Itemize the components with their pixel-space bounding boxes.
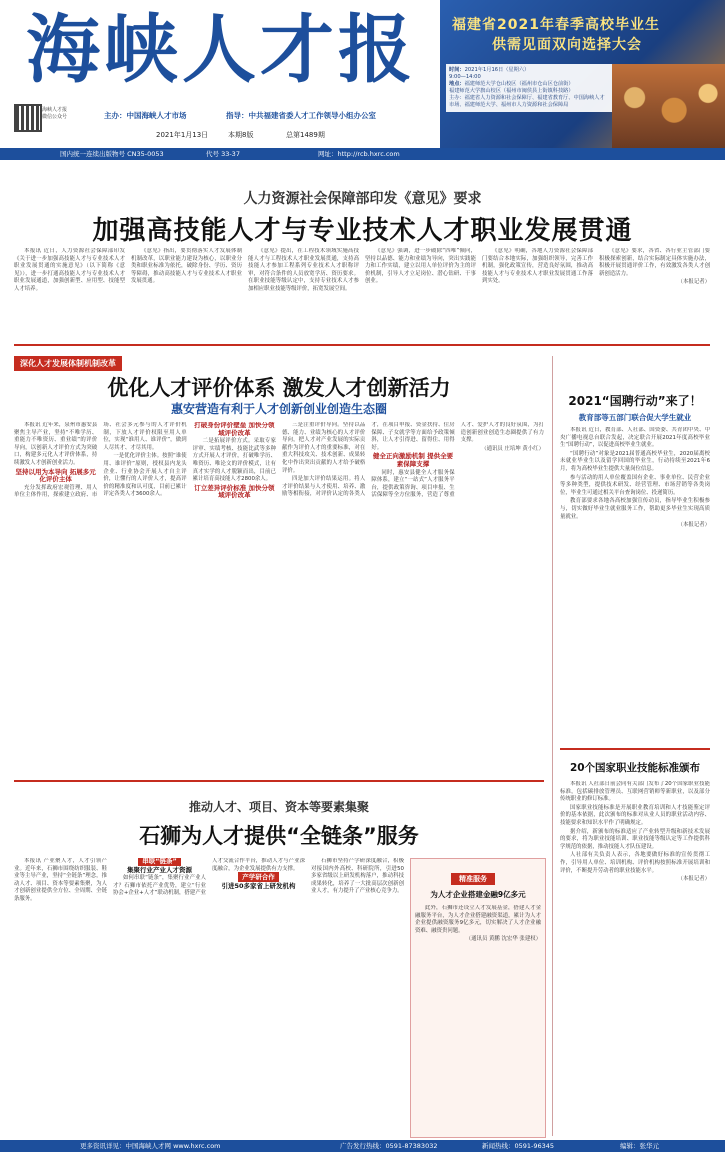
right-news-paragraph: 本报讯 近日，教育部、人社部、国资委、共青团中央、中央广播电视总台联合发起，决定联合开展2021年度高校毕业生“国聘行动”，以促进高校毕业生就业。 bbox=[560, 427, 710, 449]
feature2-paragraph: 本报讯 产业聚人才，人才引领产业。近年来，石狮市围绕纺织服装、鞋业等主导产业，坚持“全链条”理念，推动人才、项目、资本等要素集聚，为人才创新创业提供全方位、全周期、全链条服务。 bbox=[14, 858, 107, 902]
info-bar-url[interactable]: 网址：http://rcb.hxrc.com bbox=[318, 150, 400, 158]
top-article-kicker: 人力资源社会保障部印发《意见》要求 bbox=[243, 191, 482, 207]
feature1-subtitle: 订立差异评价标准 加快分领域评价改革 bbox=[194, 483, 275, 500]
feature1-tag: 深化人才发展体制机制改革 bbox=[14, 356, 122, 371]
feature1-paragraph: 四是加大评价结果运用。将人才评价结果与人才使用、培养、激励等相衔接，对评价认定的各类人才，在项目申报、资金扶持、住房保障、子女就学等方面给予政策倾斜，让人才引得进、留得住、用得好。 bbox=[281, 422, 455, 498]
masthead-title: 海峡人才报 bbox=[26, 7, 416, 93]
guide-text: 指导：中共福建省委人才工作领导小组办公室 bbox=[226, 111, 376, 120]
feature1-paragraph: 充分发挥政府宏观管理、用人单位主体作用，探索建立政府、市场、社会多元参与的人才评价机制，下放人才评价权限至用人单位，实现“谁用人、谁评价”，做到人尽其才、才尽其用。 bbox=[14, 422, 187, 499]
feature2-side-tag: 精准服务 bbox=[451, 873, 495, 885]
info-bar-issn: 国内统一连续出版物号 CN35-0053 bbox=[60, 150, 164, 158]
footer-news-hotline: 新闻热线：0591-96345 bbox=[482, 1142, 555, 1150]
feature2-sidebar bbox=[410, 858, 546, 1138]
right-news-paragraph: 参与活动的用人单位覆盖国有企业、事业单位、民营企业等多种类型，提供技术研发、经营管理、市场营销等各类岗位，毕业生可通过相关平台查询岗位、投递简历。 bbox=[560, 474, 710, 496]
feature1-body bbox=[14, 422, 544, 774]
right-news-subtitle: 教育部等五部门联合促大学生就业 bbox=[578, 413, 692, 422]
top-paragraph: 《意见》强调，进一步破除“四唯”倾向，坚持以品德、能力和业绩为导向，突出实践能力和工作实绩，建立以用人单位评价为主的评价机制，引导人才立足岗位、潜心钻研、干事创业。 bbox=[365, 248, 476, 285]
right-news-byline: （本报记者） bbox=[677, 876, 710, 883]
qr-caption: 海峡人才报 微信公众号 bbox=[42, 107, 68, 120]
section-divider bbox=[14, 344, 710, 346]
top-paragraph: 本报讯 近日，人力资源社会保障部印发《关于进一步加强高技能人才与专业技术人才职业发展贯通的实施意见》（以下简称《意见》），进一步打通高技能人才与专业技术人才职业发展通道，加强创新型、应用型、技能型人才培养。 bbox=[14, 248, 125, 292]
feature2-tag-1 bbox=[113, 858, 206, 866]
right-news-paragraph: 本报讯 人社部日前会同有关部门发布了20个国家职业技能标准，包括碳排放管理员、互联网营销师等新职业，以及部分传统职业的修订标准。 bbox=[560, 781, 710, 803]
feature2-paragraph: 此外，石狮市还设立人才发展基金，搭建人才金融服务平台，为人才企业搭建融资渠道，累计为人才企业提供融资服务9亿多元，切实解决了人才企业融资难、融资贵问题。 bbox=[415, 905, 541, 934]
top-paragraph: 《意见》明确，各地人力资源社会保障部门要结合本地实际，加强组织领导，完善工作机制，强化政策宣传，营造良好氛围，推动高技能人才与专业技术人才职业发展贯通工作落到实处。 bbox=[482, 248, 593, 285]
feature2-paragraph: 如何串联“链条”，集聚行业产业人才？石狮市依托产业优势，建立“行业协会+企业+人才”联动机制，搭建产业人才交流合作平台，推动人才与产业深度融合，为企业发展提供有力支撑。 bbox=[113, 858, 305, 897]
right-news-paragraph: 国家职业技能标准是开展职业教育培训和人才技能鉴定评价的基本依据，此次颁布的标准对从业人员的职业活动内容、技能要求和知识水平作了明确规定。 bbox=[560, 804, 710, 826]
feature2-subtitle: 集聚行业产业人才资源 bbox=[127, 865, 192, 874]
date-text: 2021年1月13日 bbox=[156, 131, 209, 139]
footer-website[interactable]: 更多资讯详见：中国海峡人才网 www.hxrc.com bbox=[80, 1142, 221, 1150]
right-news-title: 20个国家职业技能标准颁布 bbox=[569, 762, 701, 774]
feature1-subtitle: 坚持以用为本导向 拓展多元化评价主体 bbox=[15, 467, 96, 484]
feature2-paragraph: 石狮市坚持产学研深度融合，积极对接国内外高校、科研院所，引进50多家省级以上研发机构落户，推动科技成果转化，培养了一大批高层次创新创业人才，有力提升了产业核心竞争力。 bbox=[311, 858, 404, 895]
info-bar-code: 代号 33-37 bbox=[206, 150, 240, 158]
feature1-paragraph: 一是优化评价主体。按照“谁使用、谁评价”原则，授权县内龙头企业、行业协会开展人才自主评价，让懂行的人评价人才，提高评价的精准度和认可度，目前已累计评定各类人才3600余人。 bbox=[103, 453, 187, 498]
feature2-kicker: 推动人才、项目、资本等要素集聚 bbox=[188, 800, 369, 814]
masthead bbox=[0, 0, 725, 158]
feature2-body bbox=[14, 858, 404, 1136]
promo-title-1: 福建省2021年春季高校毕业生 bbox=[452, 17, 660, 33]
right-news-body bbox=[560, 427, 710, 717]
feature1-paragraph: 本报讯 近年来，泉州市惠安县聚焦主导产业，坚持“不唯学历、重能力不唯资历、重业绩”的评价导向，以创新人才评价方式为突破口，构建多元化人才评价体系，持续激发人才创新创业活力。 bbox=[14, 422, 98, 466]
total-issue-text: 总第1489期 bbox=[286, 131, 325, 139]
info-bar bbox=[0, 148, 725, 160]
feature2-byline: （通讯员 黄鹏 沈宏华 张建权） bbox=[465, 936, 541, 943]
promo-title-2: 供需见面双向选择大会 bbox=[492, 37, 642, 53]
footer-bar bbox=[0, 1140, 725, 1152]
feature1-headline: 优化人才评价体系 激发人才创新活力 bbox=[107, 376, 451, 400]
top-article-headline: 加强高技能人才与专业技术人才职业发展贯通 bbox=[92, 216, 633, 246]
feature2-side-title: 为人才企业搭建金融9亿多元 bbox=[430, 890, 526, 899]
feature2-subtitle: 引进50多家省上研发机构 bbox=[221, 881, 296, 890]
feature1-paragraph: 三是注重评价导向。坚持以品德、能力、业绩为核心的人才评价导向，把人才对产业发展的实际贡献作为评价人才的重要标准，对在重大科技攻关、技术创新、成果转化中作出突出贡献的人才给予破格评价。 bbox=[281, 422, 366, 474]
right-column-rule bbox=[552, 356, 553, 1136]
feature1-subhead: 惠安营造有利于人才创新创业创造生态圈 bbox=[170, 402, 387, 416]
top-paragraph: 《意见》要求，各省、各行业主管部门要积极探索创新，结合实际制定具体实施办法，积极开展贯通评价工作，有效激发各类人才创新创造活力。 bbox=[599, 248, 710, 277]
promo-details bbox=[446, 64, 612, 112]
top-article-body bbox=[14, 248, 710, 340]
top-paragraph: 《意见》指出，要贯彻落实人才发展体制机制改革，以职业能力建设为核心，以职业分类和职业标准为依托，破除身份、学历、资历等障碍，推动高技能人才与专业技术人才职业发展贯通。 bbox=[131, 248, 242, 285]
feature2-headline: 石狮为人才提供“全链条”服务 bbox=[139, 824, 419, 848]
promo-venue: 福建师范大学仓山校区（福州市仓山区仓前街） 福建师范大学旗山校区（福州市闽侯县上街镇科技路） bbox=[449, 81, 574, 94]
right-news-body bbox=[560, 781, 710, 1131]
right-news-byline: （本报记者） bbox=[677, 522, 710, 529]
feature1-byline: （通讯员 庄培坤 黄小红） bbox=[481, 445, 544, 452]
qr-code-icon bbox=[14, 104, 42, 132]
footer-editor: 编辑：张华元 bbox=[620, 1142, 659, 1150]
footer-ad-hotline: 广告发行热线：0591-87383032 bbox=[340, 1142, 438, 1150]
feature2-tag-1-label: 串联“链条” bbox=[138, 858, 181, 866]
crowd-photo bbox=[612, 64, 725, 148]
promo-venue-label: 地点： bbox=[449, 81, 465, 87]
promo-time: 2021年1月16日（星期六） 9:00—14:00 bbox=[449, 67, 530, 80]
feature1-paragraph: 同时，惠安县健全人才服务保障体系，建立“一站式”人才服务平台，提供政策咨询、项目申报、生活保障等全方位服务，营造了尊重人才、爱护人才的良好氛围，为打造创新创业创造生态圈提供了有力支撑。 bbox=[371, 422, 544, 499]
right-news-paragraph: 据介绍，新颁布的标准适应了产业转型升级和新技术发展的要求，将为职业技能培训、职业技能等级认定等工作提供科学规范的依据，推动技能人才队伍建设。 bbox=[560, 828, 710, 850]
right-news-title: 2021“国聘行动”来了！ bbox=[568, 394, 702, 408]
section-divider bbox=[560, 748, 710, 750]
right-news-paragraph: 人社部有关负责人表示，各地要做好标准的宣传贯彻工作，引导用人单位、培训机构、评价机构按照标准开展培训和评价，不断提升劳动者的职业技能水平。 bbox=[560, 852, 710, 874]
right-news-2 bbox=[560, 760, 710, 1136]
feature2-tag-2 bbox=[212, 874, 305, 882]
feature1-subtitle: 健全正向激励机制 提供全要素保障支撑 bbox=[372, 452, 454, 468]
right-news-1 bbox=[560, 392, 710, 732]
right-news-paragraph: “国聘行动”对象是2021届普通高校毕业生，2020届离校未就业毕业生以及留学回国的毕业生，行动持续至2021年6月，将为高校毕业生提供大量岗位信息。 bbox=[560, 450, 710, 472]
top-byline: （本报记者） bbox=[677, 279, 710, 286]
feature1-paragraph: 二是拓展评价方式。采取专家评审、实绩考核、技能比武等多种方式开展人才评价，打破唯学历、唯资历、唯论文的评价模式，让有真才实学的人才脱颖而出，目前已累计培育高技能人才2800余人。 bbox=[192, 438, 276, 483]
section-divider bbox=[14, 780, 544, 782]
top-paragraph: 《意见》提出，在工程技术领域实施高技能人才与工程技术人才职业发展贯通，支持高技能人才参加工程系列专业技术人才职称评审，对符合条件的人员放宽学历、资历要求。在职业技能等级认定中，支持专业技术人才参加相应职业技能等级评价，拓宽发展空间。 bbox=[248, 248, 359, 292]
promo-banner bbox=[440, 0, 725, 148]
promo-organizer: 主办：福建省人力资源和社会保障厅、福建省教育厅、中国海峡人才市场、福建师范大学、福州市人力资源和社会保障局 bbox=[449, 95, 605, 108]
promo-time-label: 时间： bbox=[449, 67, 465, 73]
feature2-side-body bbox=[415, 905, 541, 1133]
feature1-subtitle: 打破身份评价壁垒 加快分领域评价改革 bbox=[194, 422, 275, 437]
feature2-tag-2-label: 产学研合作 bbox=[238, 872, 279, 882]
host-text: 主办：中国海峡人才市场 bbox=[104, 111, 187, 120]
issue-text: 本期8版 bbox=[228, 131, 254, 139]
right-news-paragraph: 教育部要求各地各高校加强宣传动员，指导毕业生积极参与，切实做好毕业生就业服务工作，帮助更多毕业生实现高质量就业。 bbox=[560, 498, 710, 520]
